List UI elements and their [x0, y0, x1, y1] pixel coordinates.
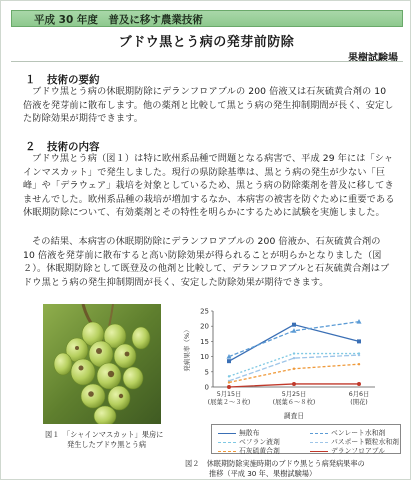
y-tick-label: 5: [204, 368, 209, 377]
legend-label: パスポート顆粒水和剤: [331, 438, 399, 446]
section-2-title: 技術の内容: [47, 141, 100, 153]
legend-item: [310, 445, 385, 455]
data-point: [357, 339, 361, 343]
chart-series: [227, 319, 362, 389]
section-2-number: ２: [25, 141, 36, 153]
y-tick-label: 0: [204, 383, 209, 392]
x-tick-label: 5月25日: [281, 391, 307, 398]
y-tick-label: 20: [200, 322, 209, 331]
data-point: [293, 357, 295, 359]
section-1-title: 技術の要約: [47, 74, 100, 86]
legend-swatch: [218, 433, 236, 434]
data-point: [292, 328, 297, 333]
data-point: [227, 385, 231, 389]
legend-label: 石灰硫黄合剤: [239, 447, 280, 455]
section-2-paragraph-1: ブドウ黒とう病（図１）は特に欧州系品種で問題となる病害で、平成 29 年には「シャインマスカット」で発生しました。現行の県防除基準は、黒とう病の発生が少ない「巨峰」や「デラウェア」栽培を対象としているため、黒とう病の防除薬剤を普及に移してきませんでした。欧州系品種の栽培が増加するなか、本病害の被害を防ぐために重要である休眠期防除について、有効薬剤とその特性を明らかにするために試験を実施しました。: [23, 153, 395, 218]
page-title: ブドウ黒とう病の発芽前防除: [118, 35, 295, 50]
data-point: [293, 368, 295, 370]
x-tick-label: (開花): [350, 399, 368, 406]
legend-item: [218, 445, 280, 455]
legend-swatch: [310, 451, 328, 452]
organization-name: 果樹試験場: [348, 53, 398, 64]
header-band: [11, 10, 403, 27]
data-point: [293, 352, 295, 354]
figure-2-chart: [179, 305, 399, 423]
y-axis-label: 発病果率（%）: [183, 326, 191, 372]
figure-2-caption-line-2: 推移（平成 30 年、果樹試験場）: [209, 469, 317, 478]
legend-swatch: [218, 451, 236, 452]
title-divider: [11, 61, 403, 62]
legend-swatch: [310, 433, 328, 434]
section-1-number: １: [25, 74, 36, 86]
data-point: [357, 382, 361, 386]
figure-1-caption-line-2: 発生したブドウ黒とう病: [67, 440, 147, 449]
data-point: [292, 323, 296, 327]
data-point: [227, 359, 231, 363]
x-tick-label: (展葉２～３枚): [207, 399, 251, 406]
y-tick-label: 25: [200, 307, 209, 316]
legend-label: 無散布: [239, 429, 260, 437]
x-tick-label: 6月6日: [348, 391, 370, 398]
legend-label: ベフラン液剤: [239, 438, 280, 446]
data-point: [292, 382, 296, 386]
y-tick-label: 15: [200, 337, 209, 346]
x-tick-label: 5月15日: [216, 391, 242, 398]
legend-swatch: [310, 442, 328, 443]
x-tick-label: (展葉６～８枚): [272, 399, 316, 406]
grape-cluster-photo: [43, 304, 161, 424]
legend-label: デランフロアブル: [331, 447, 386, 455]
figure-1-caption-line-1: 図１ 「シャインマスカット」果房に: [45, 430, 164, 439]
section-2-paragraph-2: その結果、本病害の休眠期防除にデランフロアブルの 200 倍液か、石灰硫黄合剤の 10 倍液を発芽前に散布すると高い防除効果が得られることが明らかとなりました（図２）。休眠期防除として既登及の他剤と比較して、デランフロアブルと石灰硫黄合剤はブドウ黒とう病の発生抑制期間が長く、安定した防除効果が期待できます。: [23, 236, 390, 288]
data-point: [358, 363, 360, 365]
series-line-1: [229, 322, 359, 357]
section-1-paragraph: ブドウ黒とう病の休眠期防除にデランフロアブルの 200 倍液又は石灰硫黄合剤の 10 倍液を発芽前に散布します。他の薬剤と比較して黒とう病の発生抑制期間が長く、安定した防除効果が期待できます。: [23, 86, 394, 124]
legend-label: ベンレート水和剤: [331, 429, 386, 437]
header-label: 平成 30 年度 普及に移す農業技術: [34, 14, 203, 26]
legend-swatch: [218, 442, 236, 443]
series-line-4: [229, 364, 359, 382]
data-point: [228, 381, 230, 383]
incidence-line-chart: [179, 305, 399, 423]
data-point: [228, 375, 230, 377]
y-tick-label: 10: [200, 353, 209, 362]
figure-2-caption-line-1: 図２ 休眠期防除実施時期のブドウ黒とう病発病果率の: [185, 459, 365, 468]
data-point: [358, 354, 360, 356]
grape-cluster-illustration: [43, 304, 161, 424]
x-axis-label: 調査日: [283, 412, 305, 420]
